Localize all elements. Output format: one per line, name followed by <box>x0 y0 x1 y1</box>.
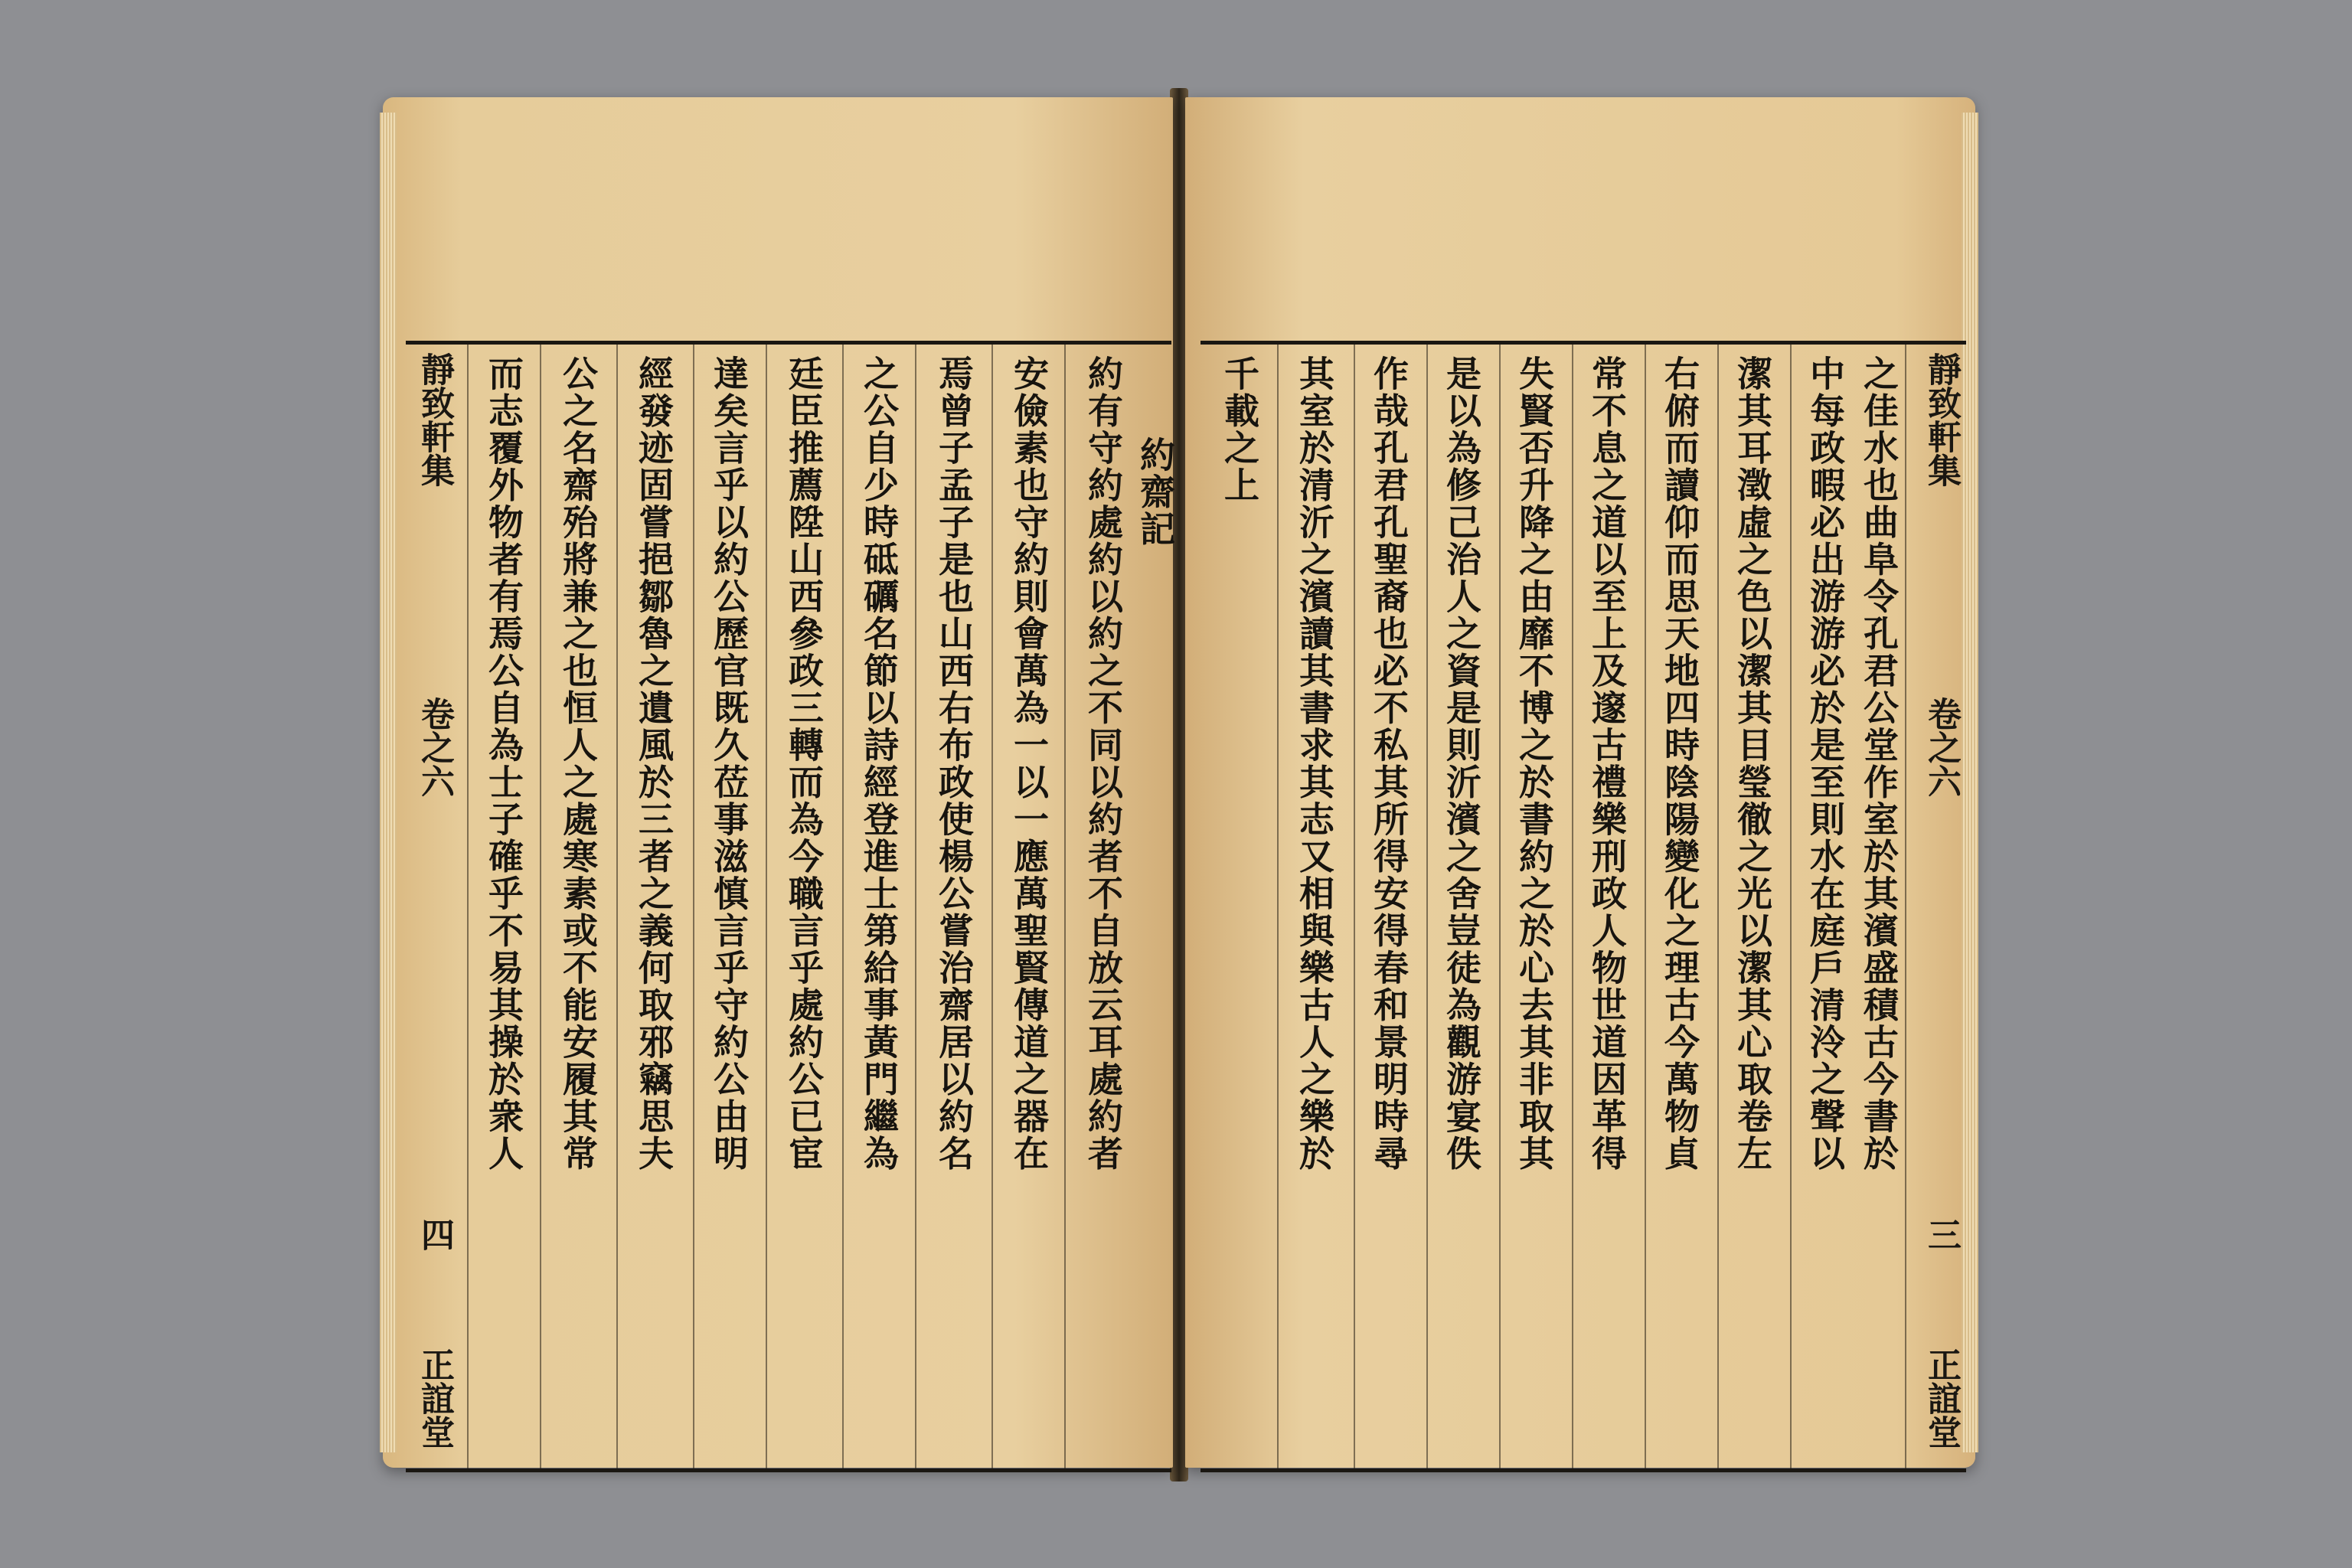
text-column: 達矣言乎以約公歷官既久莅事滋慎言乎守約公由明 <box>708 355 750 1172</box>
left-page <box>383 97 1176 1468</box>
banxin-title: 靜致軒集 <box>415 352 454 487</box>
text-column: 約有守約處約以約之不同以約者不自放云耳處約者 <box>1083 355 1124 1172</box>
right-text-frame <box>1200 341 1966 1472</box>
text-column: 作哉孔君孔聖裔也必不私其所得安得春和景明時尋 <box>1368 355 1410 1172</box>
right-banxin <box>1913 345 1969 1468</box>
left-text-frame <box>406 341 1176 1472</box>
column-rule <box>1572 345 1573 1468</box>
section-heading: 約齋記 <box>1135 436 1176 548</box>
text-column: 焉曾子孟子是也山西右布政使楊公嘗治齋居以約名 <box>933 355 975 1172</box>
text-column: 右俯而讀仰而思天地四時陰陽變化之理古今萬物貞 <box>1659 355 1700 1172</box>
column-rule <box>1717 345 1719 1468</box>
banxin-juan: 卷之六 <box>415 697 454 798</box>
text-column: 常不息之道以至上及邃古禮樂刑政人物世道因革得 <box>1586 355 1628 1172</box>
banxin-page-number: 四 <box>415 1217 454 1251</box>
text-column: 千載之上 <box>1219 355 1260 504</box>
text-column: 公之名齋殆將兼之也恒人之處寒素或不能安履其常 <box>557 355 599 1172</box>
text-column: 之佳水也曲阜令孔君公堂作室於其濱盛積古今書於 <box>1858 355 1900 1172</box>
text-column: 安儉素也守約則會萬為一以一應萬聖賢傳道之器在 <box>1008 355 1050 1172</box>
column-rule <box>842 345 844 1468</box>
banxin-hall-name: 正誼堂 <box>415 1348 454 1449</box>
column-rule <box>1905 345 1906 1468</box>
banxin-juan: 卷之六 <box>1922 697 1961 798</box>
column-rule <box>540 345 541 1468</box>
column-rule <box>991 345 993 1468</box>
banxin-hall-name: 正誼堂 <box>1922 1348 1961 1449</box>
text-column: 而志覆外物者有焉公自為士子確乎不易其操於衆人 <box>483 355 524 1172</box>
text-column: 之公自少時砥礪名節以詩經登進士第給事黃門繼為 <box>858 355 900 1172</box>
column-rule <box>1790 345 1792 1468</box>
column-rule <box>616 345 618 1468</box>
text-column: 是以為修己治人之資是則沂濱之舍豈徒為觀游宴佚 <box>1441 355 1482 1172</box>
column-rule <box>1426 345 1428 1468</box>
text-column: 其室於清沂之濱讀其書求其志又相與樂古人之樂於 <box>1294 355 1335 1172</box>
column-rule <box>915 345 916 1468</box>
column-rule <box>766 345 767 1468</box>
left-page-edges <box>380 113 397 1452</box>
text-column: 潔其耳澂虛之色以潔其目瑩徹之光以潔其心取卷左 <box>1732 355 1773 1172</box>
text-column: 失賢否升降之由靡不博之於書約之於心去其非取其 <box>1514 355 1555 1172</box>
column-rule <box>467 345 469 1468</box>
column-rule <box>1354 345 1355 1468</box>
open-book <box>375 88 1983 1481</box>
column-rule <box>1499 345 1501 1468</box>
column-rule <box>1064 345 1066 1468</box>
column-rule <box>1645 345 1646 1468</box>
text-column: 經發迹固嘗挹鄒魯之遺風於三者之義何取邪竊思夫 <box>633 355 675 1172</box>
left-banxin <box>406 345 462 1468</box>
text-column: 中每政暇必出游游必於是至則水在庭戶清泠之聲以 <box>1805 355 1846 1172</box>
banxin-title: 靜致軒集 <box>1922 352 1961 487</box>
right-page <box>1185 97 1975 1468</box>
text-column: 廷臣推薦陞山西參政三轉而為今職言乎處約公已宦 <box>783 355 825 1172</box>
column-rule <box>693 345 694 1468</box>
column-rule <box>1277 345 1279 1468</box>
banxin-page-number: 三 <box>1922 1217 1961 1251</box>
